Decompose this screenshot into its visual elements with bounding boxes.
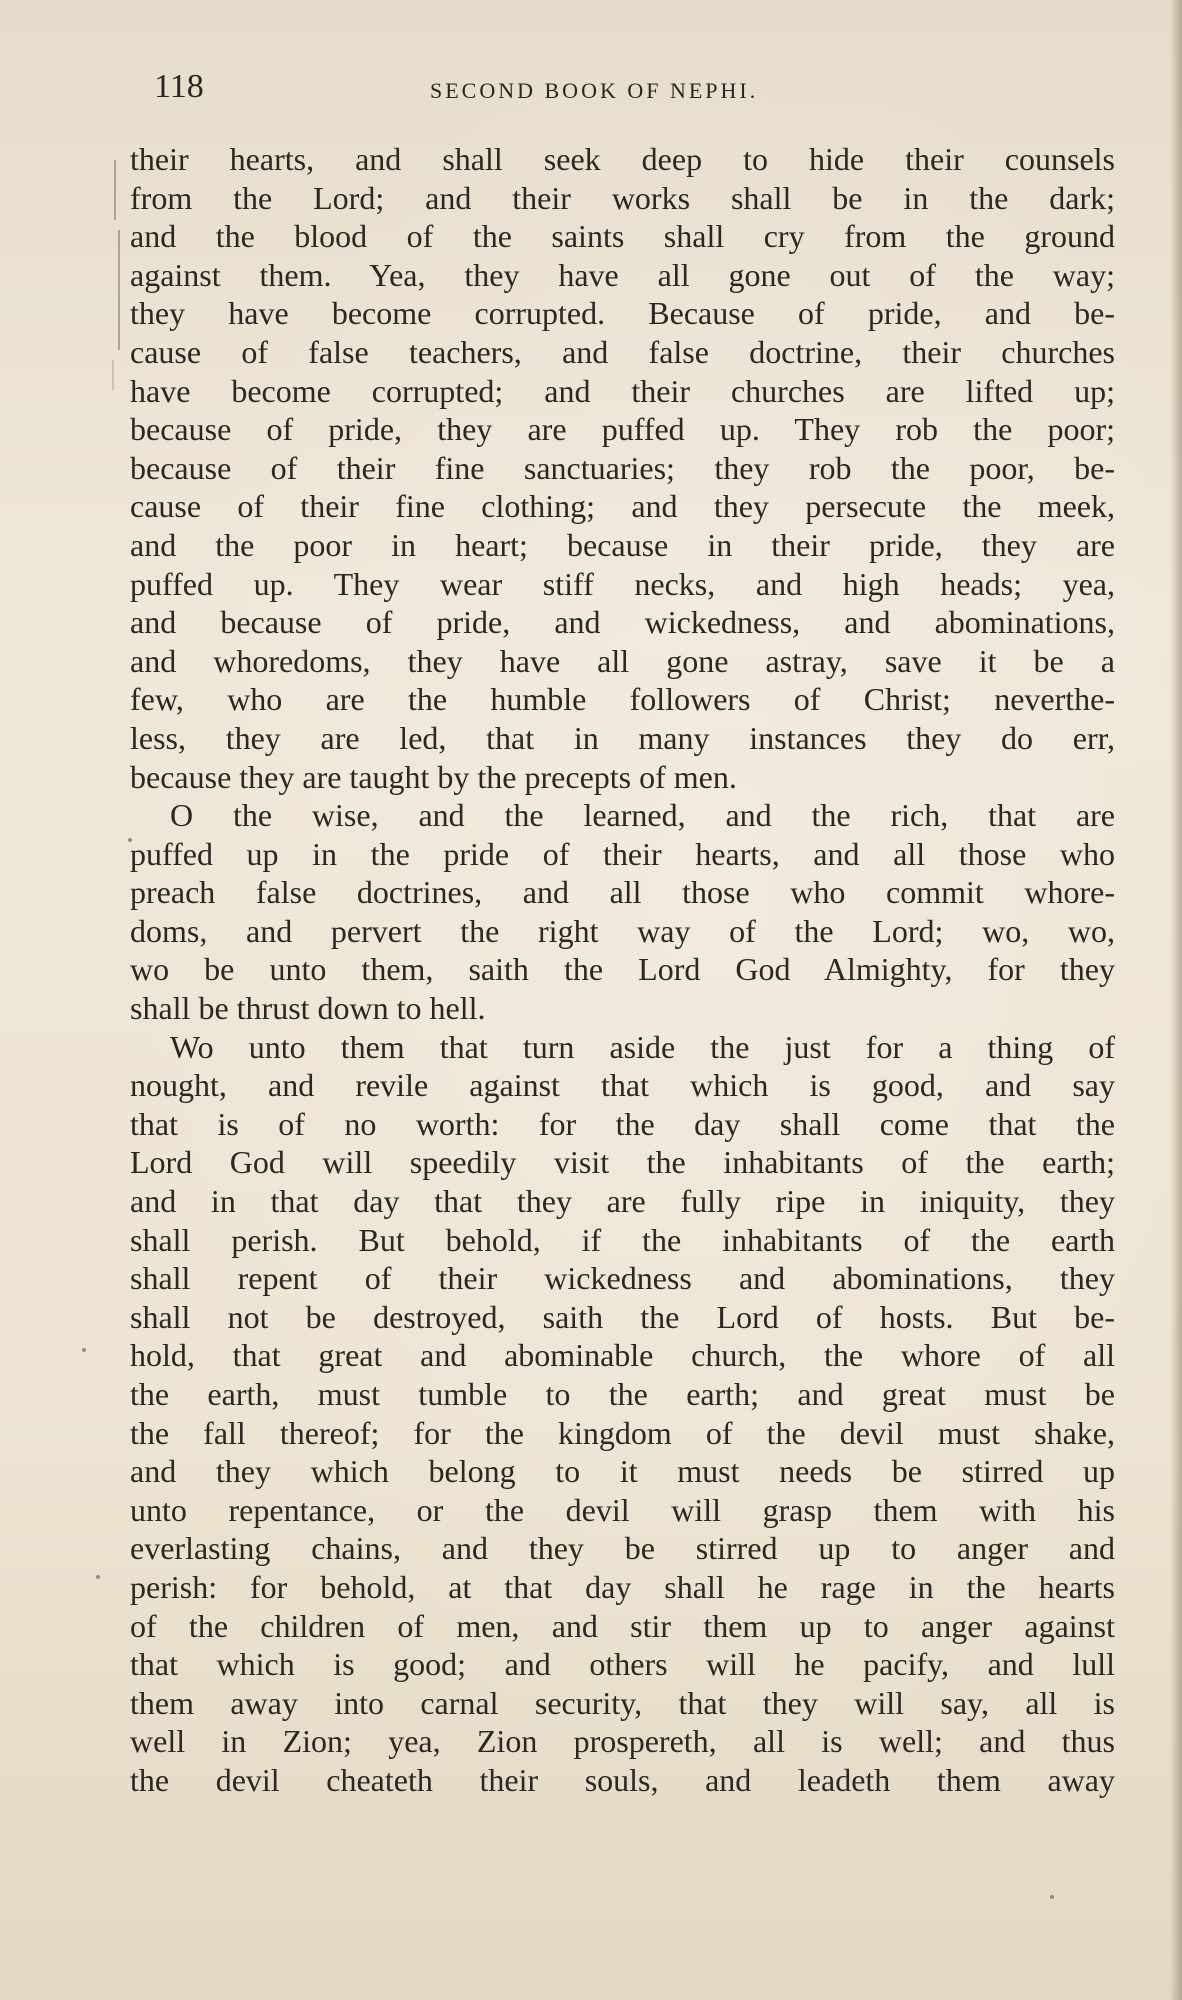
margin-mark [114, 160, 116, 220]
text-line: puffed up in the pride of their hearts, and all those who [130, 835, 1115, 872]
running-head: SECOND BOOK OF NEPHI. [430, 78, 759, 103]
paper-speck [82, 1348, 86, 1352]
text-line: preach false doctrines, and all those who commit whore- [130, 874, 1115, 911]
text-line: of the children of men, and stir them up to anger against [130, 1607, 1115, 1644]
text-line: and whoredoms, they have all gone astray, save it be a [130, 642, 1115, 679]
text-line: and they which belong to it must needs be stirred up [130, 1453, 1115, 1490]
text-line: cause of false teachers, and false doctrine, their churches [130, 333, 1115, 370]
text-line: everlasting chains, and they be stirred up to anger and [130, 1530, 1115, 1567]
text-line: that which is good; and others will he pacify, and lull [130, 1646, 1115, 1683]
text-line: and the blood of the saints shall cry from the ground [130, 218, 1115, 255]
text-line: shall not be destroyed, saith the Lord of hosts. But be- [130, 1298, 1115, 1335]
text-line: Lord God will speedily visit the inhabitants of the earth; [130, 1144, 1115, 1181]
text-line: hold, that great and abominable church, the whore of all [130, 1337, 1115, 1374]
text-line: and in that day that they are fully ripe in iniquity, they [130, 1183, 1115, 1220]
text-line: perish: for behold, at that day shall he rage in the hearts [130, 1568, 1115, 1605]
text-line: them away into carnal security, that they will say, all is [130, 1684, 1115, 1721]
text-line: nought, and revile against that which is good, and say [130, 1067, 1115, 1104]
paper-speck [96, 1575, 100, 1579]
text-line: the earth, must tumble to the earth; and great must be [130, 1376, 1115, 1412]
text-line: they have become corrupted. Because of pride, and be- [130, 295, 1115, 332]
text-line: against them. Yea, they have all gone out of the way; [130, 256, 1115, 293]
margin-mark [118, 230, 120, 350]
text-line: shall repent of their wickedness and abominations, they [130, 1260, 1115, 1297]
body-text [130, 140, 1115, 1800]
text-line: that is of no worth: for the day shall come that the [130, 1105, 1115, 1142]
text-line: puffed up. They wear stiff necks, and high heads; yea, [130, 565, 1115, 602]
text-line: and because of pride, and wickedness, and abominations, [130, 604, 1115, 641]
paper-speck [1050, 1895, 1054, 1899]
text-line: because they are taught by the precepts of men. [130, 758, 737, 795]
text-line: well in Zion; yea, Zion prospereth, all is well; and thus [130, 1723, 1115, 1760]
text-line: because of their fine sanctuaries; they rob the poor, be- [130, 449, 1115, 486]
text-line: because of pride, they are puffed up. They rob the poor; [130, 411, 1115, 448]
text-line: wo be unto them, saith the Lord God Almighty, for they [130, 951, 1115, 988]
text-line: few, who are the humble followers of Christ; neverthe- [130, 681, 1115, 718]
text-line: unto repentance, or the devil will grasp them with his [130, 1491, 1115, 1528]
text-line: and the poor in heart; because in their pride, they are [130, 526, 1115, 563]
text-line: the fall thereof; for the kingdom of the devil must shake, [130, 1414, 1115, 1451]
paragraph-start-line: O the wise, and the learned, and the rich, that are [170, 797, 1115, 834]
paragraph-start-line: Wo unto them that turn aside the just for a thing of [170, 1028, 1115, 1065]
margin-mark [112, 360, 114, 390]
text-line: shall perish. But behold, if the inhabitants of the earth [130, 1221, 1115, 1258]
text-line: shall be thrust down to hell. [130, 990, 486, 1027]
text-line: their hearts, and shall seek deep to hide their counsels [130, 141, 1115, 177]
text-line: have become corrupted; and their churches are lifted up; [130, 372, 1115, 409]
page-number: 118 [154, 68, 204, 105]
text-line: cause of their fine clothing; and they persecute the meek, [130, 488, 1115, 525]
text-line: from the Lord; and their works shall be in the dark; [130, 179, 1115, 216]
text-line: less, they are led, that in many instances they do err, [130, 719, 1115, 756]
text-line: doms, and pervert the right way of the Lord; wo, wo, [130, 912, 1115, 949]
text-line: the devil cheateth their souls, and leadeth them away [130, 1761, 1115, 1798]
page-edge-shadow [1170, 0, 1182, 2000]
